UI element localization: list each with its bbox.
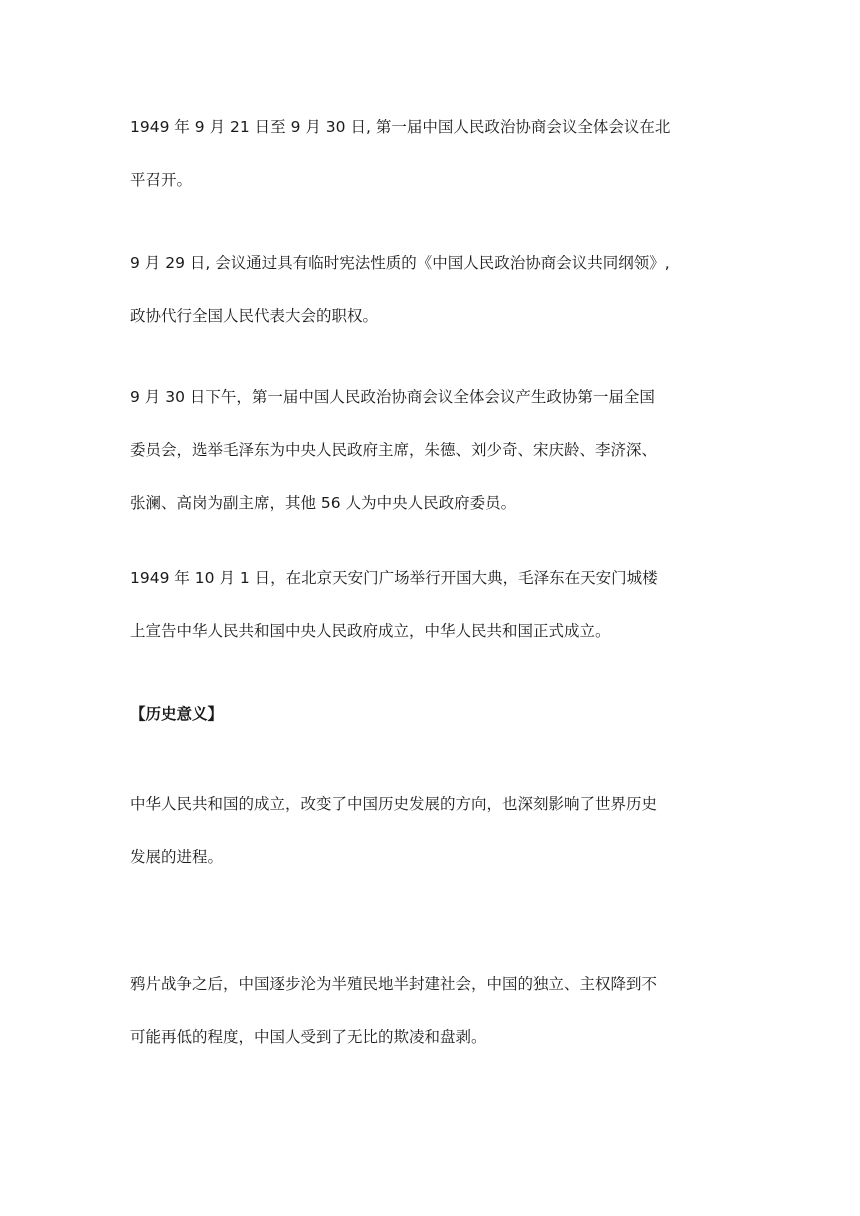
text-line: 可能再低的程度，中国人受到了无比的欺凌和盘剥。 [130,1028,487,1046]
paragraph-significance [130,778,730,884]
text-line: 9 月 29 日, 会议通过具有临时宪法性质的《中国人民政治协商会议共同纲领》, [130,254,670,272]
text-line: 委员会，选举毛泽东为中央人民政府主席，朱德、刘少奇、宋庆龄、李济深、 [130,441,658,459]
text-line: 鸦片战争之后，中国逐步沦为半殖民地半封建社会，中国的独立、主权降到不 [130,975,658,993]
section-heading: 【历史意义】 [130,705,224,723]
text-line: 政协代行全国人民代表大会的职权。 [130,307,379,325]
text-line: 9 月 30 日下午，第一届中国人民政治协商会议全体会议产生政协第一届全国 [130,388,655,406]
text-line: 发展的进程。 [130,848,224,866]
text-line: 1949 年 10 月 1 日，在北京天安门广场举行开国大典，毛泽东在天安门城楼 [130,569,658,587]
paragraph-common-program [130,237,730,343]
paragraph-cppcc-session [130,101,730,207]
text-line: 平召开。 [130,171,193,189]
text-line: 中华人民共和国的成立，改变了中国历史发展的方向，也深刻影响了世界历史 [130,795,658,813]
text-line: 上宣告中华人民共和国中央人民政府成立，中华人民共和国正式成立。 [130,622,611,640]
text-line: 1949 年 9 月 21 日至 9 月 30 日, 第一届中国人民政治协商会议全体会议在北 [130,118,671,136]
paragraph-opium-war [130,958,730,1064]
paragraph-founding-ceremony [130,552,730,658]
text-line: 张澜、高岗为副主席，其他 56 人为中央人民政府委员。 [130,494,517,512]
paragraph-central-government [130,371,730,530]
